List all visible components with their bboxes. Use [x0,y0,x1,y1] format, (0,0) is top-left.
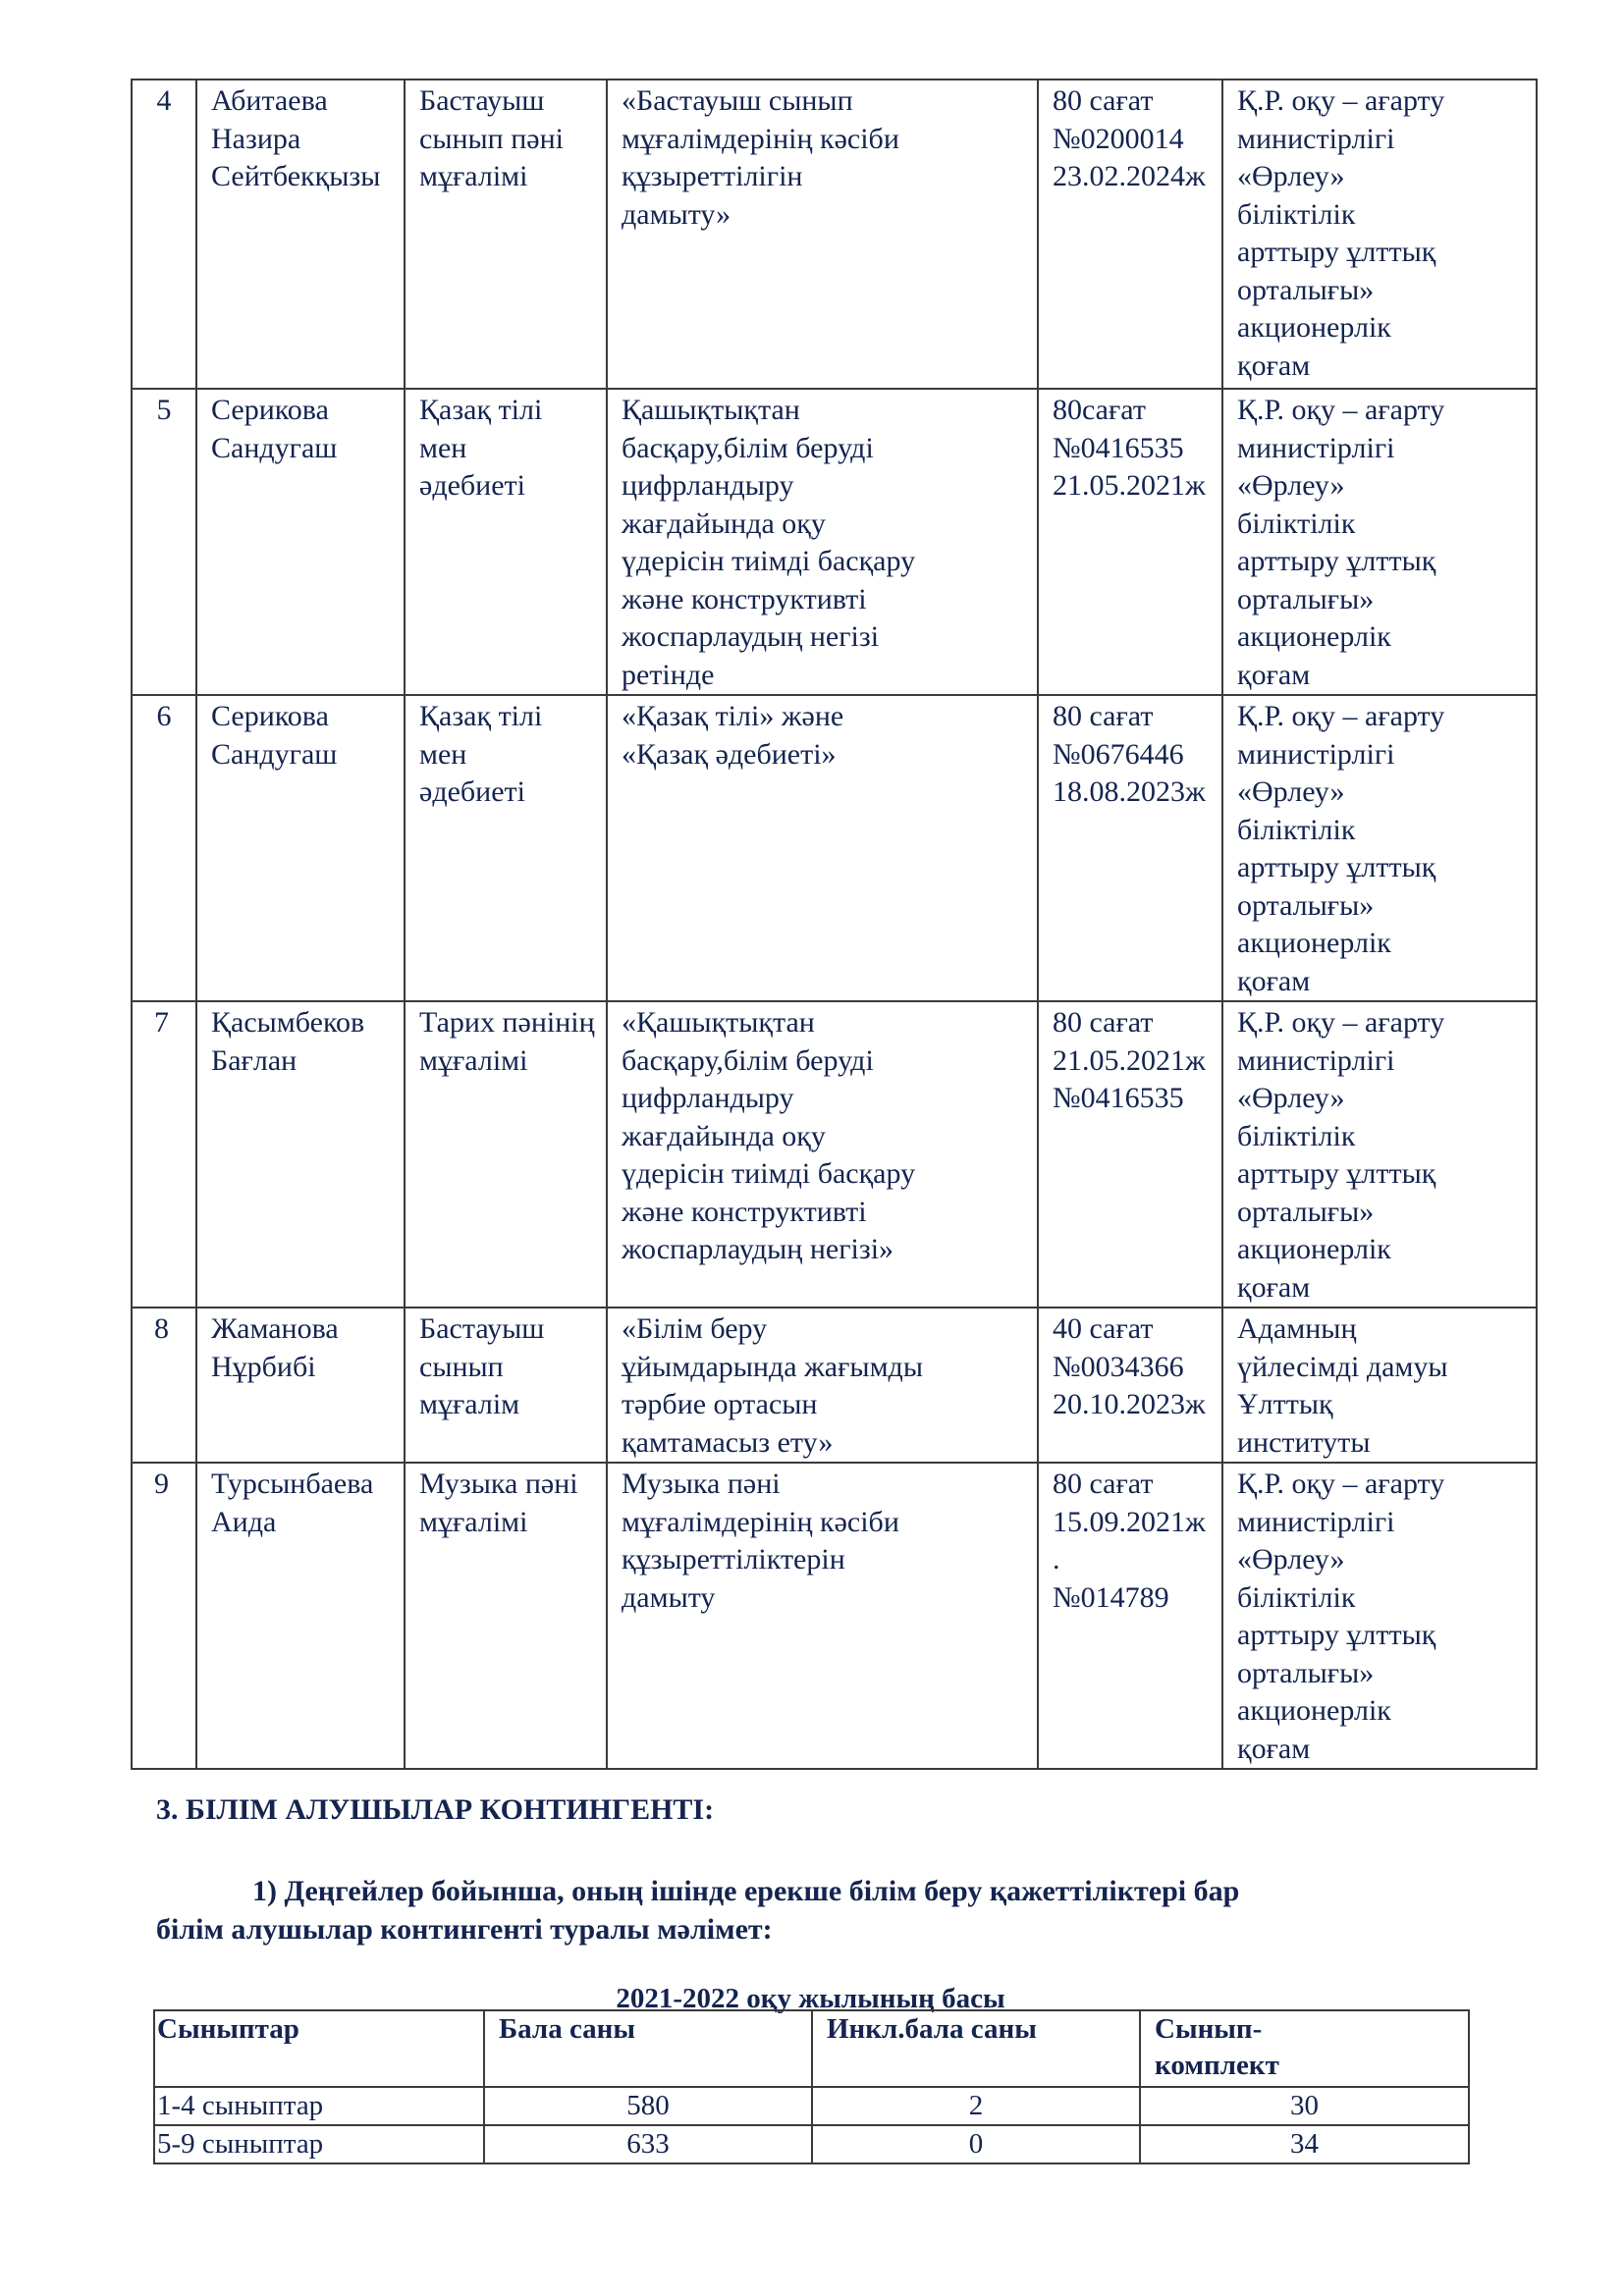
section-intro [156,1872,1433,1949]
teacher-position: Музыка пәні мұғалімі [405,1463,607,1769]
organization: Қ.Р. оқу – ағарту министірлігі «Өрлеу» біліктілік арттыру ұлттық орталығы» акционерлік қоғам [1222,1001,1537,1308]
organization: Қ.Р. оқу – ағарту министірлігі «Өрлеу» біліктілік арттыру ұлттық орталығы» акционерлік қоғам [1222,80,1537,389]
table-row [132,1463,1537,1769]
teacher-name: Турсынбаева Аида [196,1463,405,1769]
teacher-position: Бастауыш сынып мұғалім [405,1308,607,1463]
course-title: Музыка пәні мұғалімдерінің кәсіби құзыреттіліктерін дамыту [607,1463,1038,1769]
header-classes: Сыныптар [154,2010,484,2087]
table-row [132,80,1537,389]
course-title: «Білім беру ұйымдарында жағымды тәрбие ортасын қамтамасыз ету» [607,1308,1038,1463]
inclusive-count: 2 [812,2087,1140,2125]
row-number: 4 [132,80,196,389]
certificate-info: 80сағат №0416535 21.05.2021ж [1038,389,1222,695]
course-title: «Бастауыш сынып мұғалімдерінің кәсіби құзыреттілігін дамыту» [607,80,1038,389]
row-number: 6 [132,695,196,1001]
class-range: 1-4 сыныптар [154,2087,484,2125]
table-row [132,389,1537,695]
table-header-row [154,2010,1469,2087]
table-row [132,1308,1537,1463]
certificate-info: 80 сағат №0200014 23.02.2024ж [1038,80,1222,389]
row-number: 9 [132,1463,196,1769]
teacher-name: Жаманова Нұрбибі [196,1308,405,1463]
student-contingent-table [153,2009,1470,2164]
header-class-sets: Сынып- комплект [1140,2010,1469,2087]
table-caption: 2021-2022 оқу жылының басы [616,1983,1005,2014]
class-sets: 30 [1140,2087,1469,2125]
row-number: 8 [132,1308,196,1463]
organization: Қ.Р. оқу – ағарту министірлігі «Өрлеу» біліктілік арттыру ұлттық орталығы» акционерлік қоғам [1222,695,1537,1001]
class-range: 5-9 сыныптар [154,2125,484,2163]
row-number: 7 [132,1001,196,1308]
certificate-info: 80 сағат №0676446 18.08.2023ж [1038,695,1222,1001]
section-heading: 3. БІЛІМ АЛУШЫЛАР КОНТИНГЕНТІ: [156,1793,715,1826]
table-row [132,1001,1537,1308]
teacher-name: Серикова Сандугаш [196,695,405,1001]
teacher-position: Қазақ тілі мен әдебиеті [405,389,607,695]
certificate-info: 40 сағат №0034366 20.10.2023ж [1038,1308,1222,1463]
children-count: 580 [484,2087,812,2125]
header-inclusive-count: Инкл.бала саны [812,2010,1140,2087]
teacher-name: Қасымбеков Бағлан [196,1001,405,1308]
intro-line-2: білім алушылар контингенті туралы мәлімет: [156,1913,773,1946]
certificate-info: 80 сағат 15.09.2021ж. №014789 [1038,1463,1222,1769]
class-sets: 34 [1140,2125,1469,2163]
teacher-name: Серикова Сандугаш [196,389,405,695]
organization: Қ.Р. оқу – ағарту министірлігі «Өрлеу» біліктілік арттыру ұлттық орталығы» акционерлік қоғам [1222,1463,1537,1769]
header-children-count: Бала саны [484,2010,812,2087]
row-number: 5 [132,389,196,695]
teacher-name: Абитаева Назира Сейтбекқызы [196,80,405,389]
children-count: 633 [484,2125,812,2163]
course-title: Қашықтықтан басқару,білім беруді цифрландыру жағдайында оқу үдерісін тиімді басқару және конструктивті жоспарлаудың негізі ретінде [607,389,1038,695]
table-row [154,2125,1469,2163]
organization: Қ.Р. оқу – ағарту министірлігі «Өрлеу» біліктілік арттыру ұлттық орталығы» акционерлік қоғам [1222,389,1537,695]
course-title: «Қашықтықтан басқару,білім беруді цифрландыру жағдайында оқу үдерісін тиімді басқару және конструктивті жоспарлаудың негізі» [607,1001,1038,1308]
intro-line-1: 1) Деңгейлер бойынша, оның ішінде ерекше білім беру қажеттіліктері бар [252,1875,1240,1907]
teacher-position: Қазақ тілі мен әдебиеті [405,695,607,1001]
certificate-info: 80 сағат 21.05.2021ж №0416535 [1038,1001,1222,1308]
inclusive-count: 0 [812,2125,1140,2163]
table-row [154,2087,1469,2125]
course-title: «Қазақ тілі» және «Қазақ әдебиеті» [607,695,1038,1001]
organization: Адамның үйлесімді дамуы Ұлттық институты [1222,1308,1537,1463]
teacher-position: Тарих пәнінің мұғалімі [405,1001,607,1308]
table-row [132,695,1537,1001]
teacher-position: Бастауыш сынып пәні мұғалімі [405,80,607,389]
staff-training-table [131,79,1538,1770]
